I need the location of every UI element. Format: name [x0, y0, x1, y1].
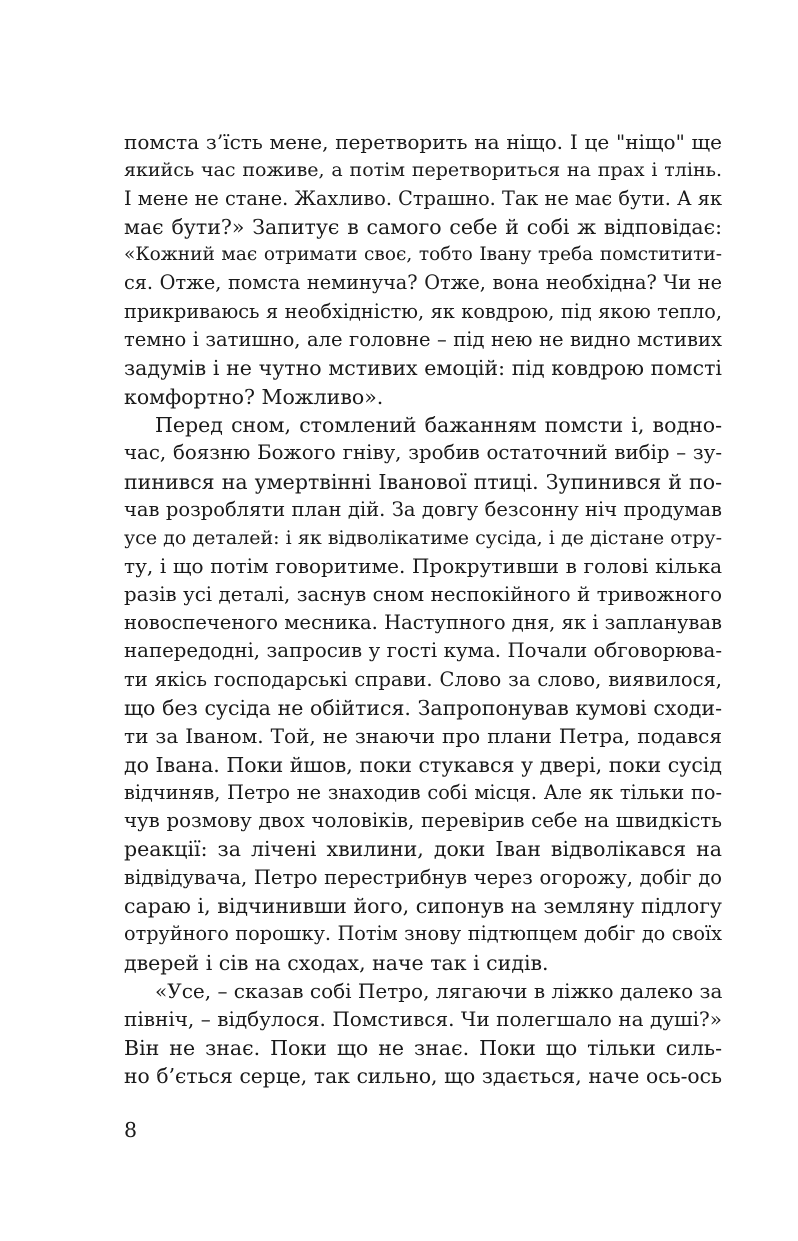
text-line: разів усі деталі, заснув сном неспокійного й тривожного: [124, 582, 722, 606]
text-line: напередодні, запросив у гості кума. Почали обговорюва-: [124, 639, 722, 663]
text-line: відчиняв, Петро не знаходив собі місця. Але як тільки по-: [124, 780, 722, 804]
text-line: но б’ється серце, так сильно, що здається, наче ось-ось: [124, 1063, 722, 1088]
body-text: [124, 128, 722, 1090]
text-line: темно і затишно, але головне – під нею не видно мстивих: [124, 328, 722, 352]
text-line: реакції: за лічені хвилини, доки Іван відволікався на: [124, 837, 722, 862]
text-line: ту, і що потім говоритиме. Прокрутивши в голові кілька: [124, 554, 722, 579]
text-line: ся. Отже, помста неминуча? Отже, вона необхідна? Чи не: [124, 271, 722, 295]
text-line: комфортно? Можливо».: [124, 384, 384, 409]
text-line: чув розмову двох чоловіків, перевірив себе на швидкість: [124, 809, 722, 833]
text-line: задумів і не чутно мстивих емоцій: під ковдрою помсті: [124, 356, 722, 381]
text-line: «Усе, – сказав собі Петро, лягаючи в ліжко далеко за: [155, 978, 722, 1003]
text-line: пинився на умертвінні Іванової птиці. Зупинився й по-: [124, 469, 722, 494]
text-line: дверей і сів на сходах, наче так і сидів.: [124, 950, 549, 975]
text-line: І мене не стане. Жахливо. Страшно. Так не має бути. А як: [124, 186, 722, 210]
text-line: «Кожний має отримати своє, тобто Івану треба помститити-: [124, 244, 722, 266]
text-line: ти за Іваном. Той, не знаючи про плани Петра, подався: [124, 724, 722, 749]
text-line: якийсь час поживе, а потім перетвориться на прах і тлінь.: [124, 159, 722, 182]
text-line: має бути?» Запитує в самого себе й собі ж відповідає:: [124, 214, 722, 239]
text-line: до Івана. Поки йшов, поки стукався у двері, поки сусід: [124, 752, 722, 777]
text-line: Перед сном, стомлений бажанням помсти і, водно-: [155, 412, 722, 437]
text-line: північ, – відбулося. Помстився. Чи полегшало на душі?»: [124, 1007, 722, 1032]
text-line: усе до деталей: і як відволікатиме сусіда, і де дістане отру-: [124, 527, 722, 550]
text-line: чав розробляти план дій. За довгу безсонну ніч продумав: [124, 497, 722, 521]
text-line: сараю і, відчинивши його, сипонув на земляну підлогу: [124, 894, 722, 919]
text-line: прикриваюсь я необхідністю, як ковдрою, під якою тепло,: [124, 299, 722, 323]
text-line: помста з’їсть мене, перетворить на ніщо. І це "ніщо" ще: [124, 130, 722, 154]
text-line: відвідувача, Петро перестрибнув через огорожу, добіг до: [124, 865, 722, 889]
text-line: новоспеченого месника. Наступного дня, як і запланував: [124, 611, 722, 635]
page-number: 8: [124, 1118, 138, 1142]
text-line: час, боязню Божого гніву, зробив остаточний вибір – зу-: [124, 441, 722, 465]
text-line: ти якісь господарські справи. Слово за слово, виявилося,: [124, 667, 722, 691]
text-line: що без сусіда не обійтися. Запропонував кумові сходи-: [124, 695, 722, 720]
text-line: отруйного порошку. Потім знову підтюпцем добіг до своїх: [124, 922, 722, 946]
text-line: Він не знає. Поки що не знає. Поки що тільки силь-: [124, 1035, 722, 1060]
